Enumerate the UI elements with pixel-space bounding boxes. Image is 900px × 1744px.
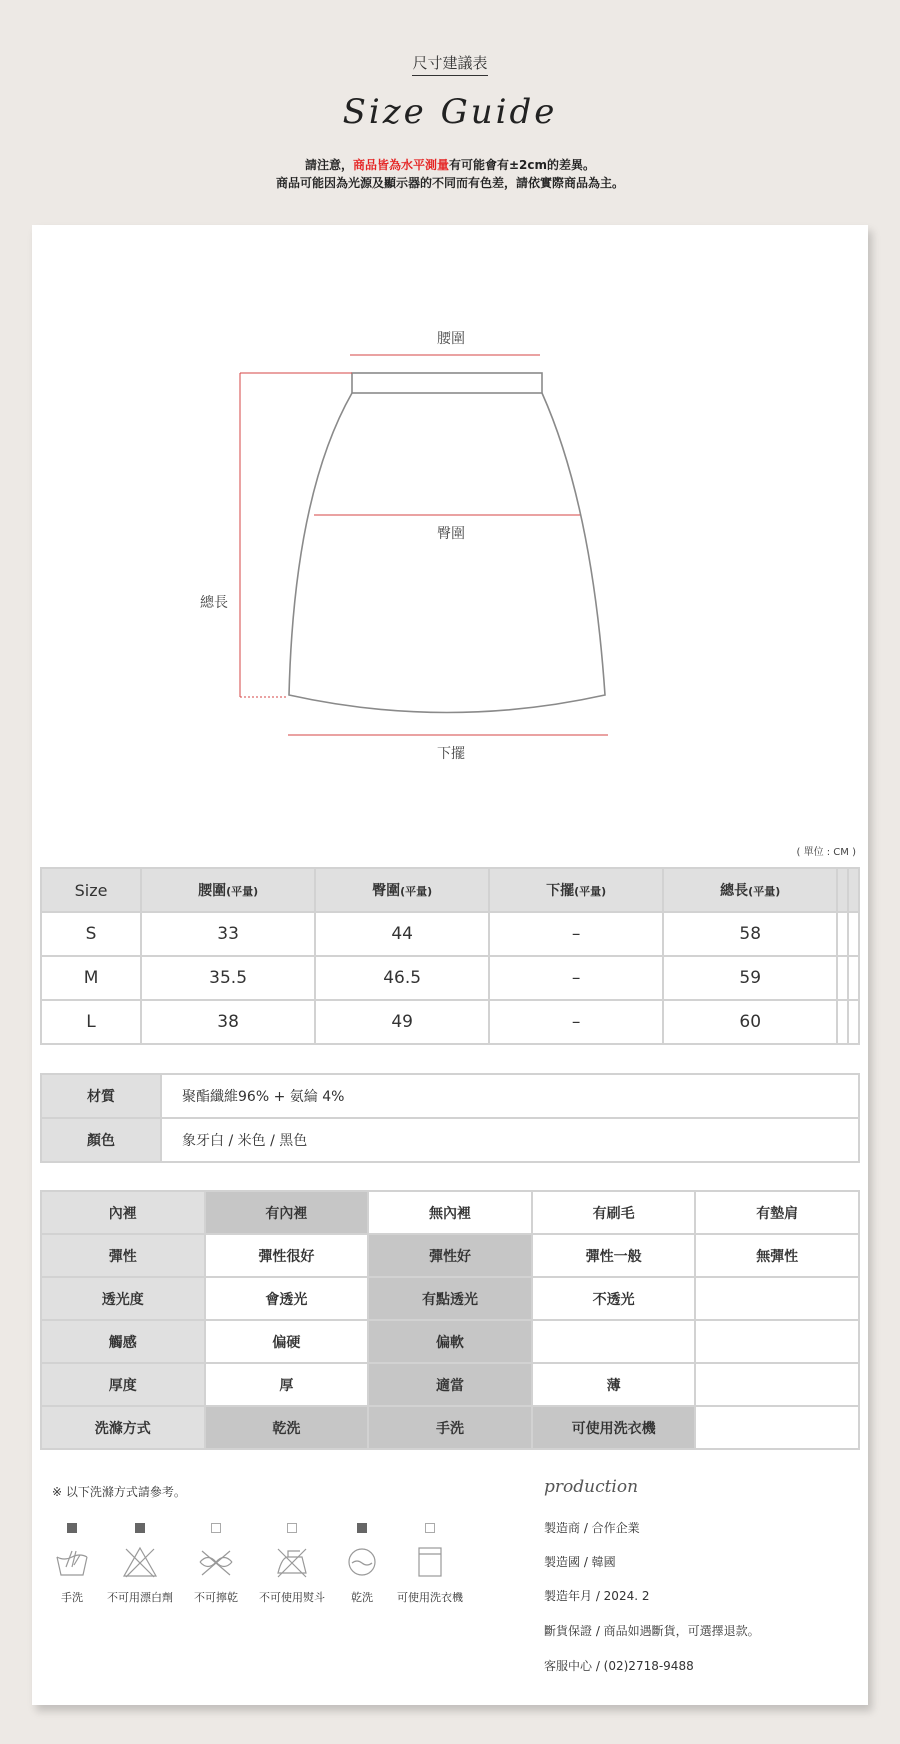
attribute-option: 彈性一般 <box>532 1234 696 1277</box>
attribute-option: 手洗 <box>368 1406 532 1449</box>
attribute-option: 彈性好 <box>368 1234 532 1277</box>
material-table <box>40 1073 860 1163</box>
washing-machine-icon <box>412 1545 448 1579</box>
care-item-no-iron <box>252 1523 332 1605</box>
table-row <box>41 1320 859 1363</box>
hem-cell: – <box>489 1000 663 1044</box>
header-cell <box>837 868 848 912</box>
attribute-option: 會透光 <box>205 1277 369 1320</box>
care-item-washing-machine <box>390 1523 470 1605</box>
waist-cell: 35.5 <box>141 956 315 1000</box>
care-checkbox <box>357 1523 367 1533</box>
header-cell: Size <box>41 868 141 912</box>
dry-clean-icon <box>344 1545 380 1579</box>
table-row <box>41 1277 859 1320</box>
color-label: 顏色 <box>41 1118 161 1162</box>
no-wring-icon <box>198 1545 234 1579</box>
header-cell: 下擺(平量) <box>489 868 663 912</box>
table-row <box>41 1074 859 1118</box>
care-checkbox <box>425 1523 435 1533</box>
table-row <box>41 912 859 956</box>
material-label: 材質 <box>41 1074 161 1118</box>
hand-wash-icon <box>54 1545 90 1579</box>
size-guide-card <box>32 225 868 1705</box>
care-label: 不可用漂白劑 <box>107 1591 173 1604</box>
attribute-option: 偏硬 <box>205 1320 369 1363</box>
skirt-waistband <box>352 373 542 393</box>
page-header <box>0 0 900 225</box>
attribute-option: 有刷毛 <box>532 1191 696 1234</box>
size-cell: S <box>41 912 141 956</box>
table-row <box>41 956 859 1000</box>
attribute-option: 適當 <box>368 1363 532 1406</box>
table-row <box>41 1000 859 1044</box>
length-cell: 58 <box>663 912 837 956</box>
attribute-option <box>695 1406 859 1449</box>
customer-service-line: 客服中心 / (02)2718-9488 <box>544 1659 694 1673</box>
waist-cell: 38 <box>141 1000 315 1044</box>
page-title: Size Guide <box>342 92 558 132</box>
attribute-label: 厚度 <box>41 1363 205 1406</box>
header-cell: 總長(平量) <box>663 868 837 912</box>
attribute-option <box>532 1320 696 1363</box>
attribute-option: 薄 <box>532 1363 696 1406</box>
attribute-option: 乾洗 <box>205 1406 369 1449</box>
country-line: 製造國 / 韓國 <box>544 1555 616 1569</box>
care-label: 手洗 <box>61 1591 83 1604</box>
empty-cell <box>848 1000 859 1044</box>
manufacturer-line: 製造商 / 合作企業 <box>544 1521 640 1535</box>
care-item-no-wring <box>176 1523 256 1605</box>
care-label: 可使用洗衣機 <box>397 1591 463 1604</box>
attribute-option <box>695 1363 859 1406</box>
attribute-option: 彈性很好 <box>205 1234 369 1277</box>
empty-cell <box>837 956 848 1000</box>
care-label: 不可使用熨斗 <box>259 1591 325 1604</box>
care-label: 不可擰乾 <box>194 1591 238 1604</box>
care-label: 乾洗 <box>351 1591 373 1604</box>
attribute-label: 彈性 <box>41 1234 205 1277</box>
attribute-option: 厚 <box>205 1363 369 1406</box>
hem-cell: – <box>489 912 663 956</box>
attribute-label: 內裡 <box>41 1191 205 1234</box>
attribute-label: 透光度 <box>41 1277 205 1320</box>
hem-label: 下擺 <box>437 746 465 762</box>
hem-cell: – <box>489 956 663 1000</box>
attribute-option: 有內裡 <box>205 1191 369 1234</box>
size-cell: M <box>41 956 141 1000</box>
empty-cell <box>837 912 848 956</box>
attribute-option: 可使用洗衣機 <box>532 1406 696 1449</box>
size-table-header <box>41 868 859 912</box>
care-checkbox <box>287 1523 297 1533</box>
attribute-option: 有點透光 <box>368 1277 532 1320</box>
no-iron-icon <box>274 1545 310 1579</box>
header-cell: 腰圍(平量) <box>141 868 315 912</box>
attribute-table <box>40 1190 860 1450</box>
attribute-option: 偏軟 <box>368 1320 532 1363</box>
header-cell <box>848 868 859 912</box>
out-of-stock-line: 斷貨保證 / 商品如遇斷貨，可選擇退款。 <box>544 1624 760 1638</box>
table-row <box>41 1191 859 1234</box>
skirt-body <box>289 393 605 713</box>
hip-cell: 46.5 <box>315 956 489 1000</box>
empty-cell <box>837 1000 848 1044</box>
attribute-option <box>695 1320 859 1363</box>
production-heading: production <box>544 1477 639 1497</box>
table-row <box>41 1363 859 1406</box>
material-value: 聚酯纖維96% + 氨綸 4% <box>161 1074 859 1118</box>
size-chart-kicker: 尺寸建議表 <box>0 52 900 73</box>
care-note: ※ 以下洗滌方式請參考。 <box>52 1485 186 1499</box>
no-bleach-icon <box>122 1545 158 1579</box>
measurement-note: 請注意，商品皆為水平測量有可能會有±2cm的差異。 <box>304 158 596 172</box>
attribute-label: 洗滌方式 <box>41 1406 205 1449</box>
length-label: 總長 <box>200 595 228 611</box>
hip-cell: 49 <box>315 1000 489 1044</box>
attribute-option <box>695 1277 859 1320</box>
attribute-option: 有墊肩 <box>695 1191 859 1234</box>
header-cell: 臀圍(平量) <box>315 868 489 912</box>
care-checkbox <box>211 1523 221 1533</box>
empty-cell <box>848 956 859 1000</box>
hip-cell: 44 <box>315 912 489 956</box>
attribute-option: 無內裡 <box>368 1191 532 1234</box>
color-value: 象牙白 / 米色 / 黑色 <box>161 1118 859 1162</box>
attribute-label: 觸感 <box>41 1320 205 1363</box>
table-row <box>41 1118 859 1162</box>
date-line: 製造年月 / 2024. 2 <box>544 1589 650 1603</box>
attribute-option: 不透光 <box>532 1277 696 1320</box>
length-cell: 60 <box>663 1000 837 1044</box>
size-table <box>40 867 860 1045</box>
length-cell: 59 <box>663 956 837 1000</box>
table-row <box>41 1406 859 1449</box>
care-checkbox <box>135 1523 145 1533</box>
waist-cell: 33 <box>141 912 315 956</box>
color-note: 商品可能因為光源及顯示器的不同而有色差，請依實際商品為主。 <box>275 176 624 190</box>
size-cell: L <box>41 1000 141 1044</box>
hip-label: 臀圍 <box>437 526 465 542</box>
table-row <box>41 1234 859 1277</box>
skirt-diagram <box>32 225 868 785</box>
care-checkbox <box>67 1523 77 1533</box>
empty-cell <box>848 912 859 956</box>
unit-note: ( 單位 : CM ) <box>796 847 856 858</box>
attribute-option: 無彈性 <box>695 1234 859 1277</box>
care-item-no-bleach <box>100 1523 180 1605</box>
waist-label: 腰圍 <box>437 331 465 347</box>
